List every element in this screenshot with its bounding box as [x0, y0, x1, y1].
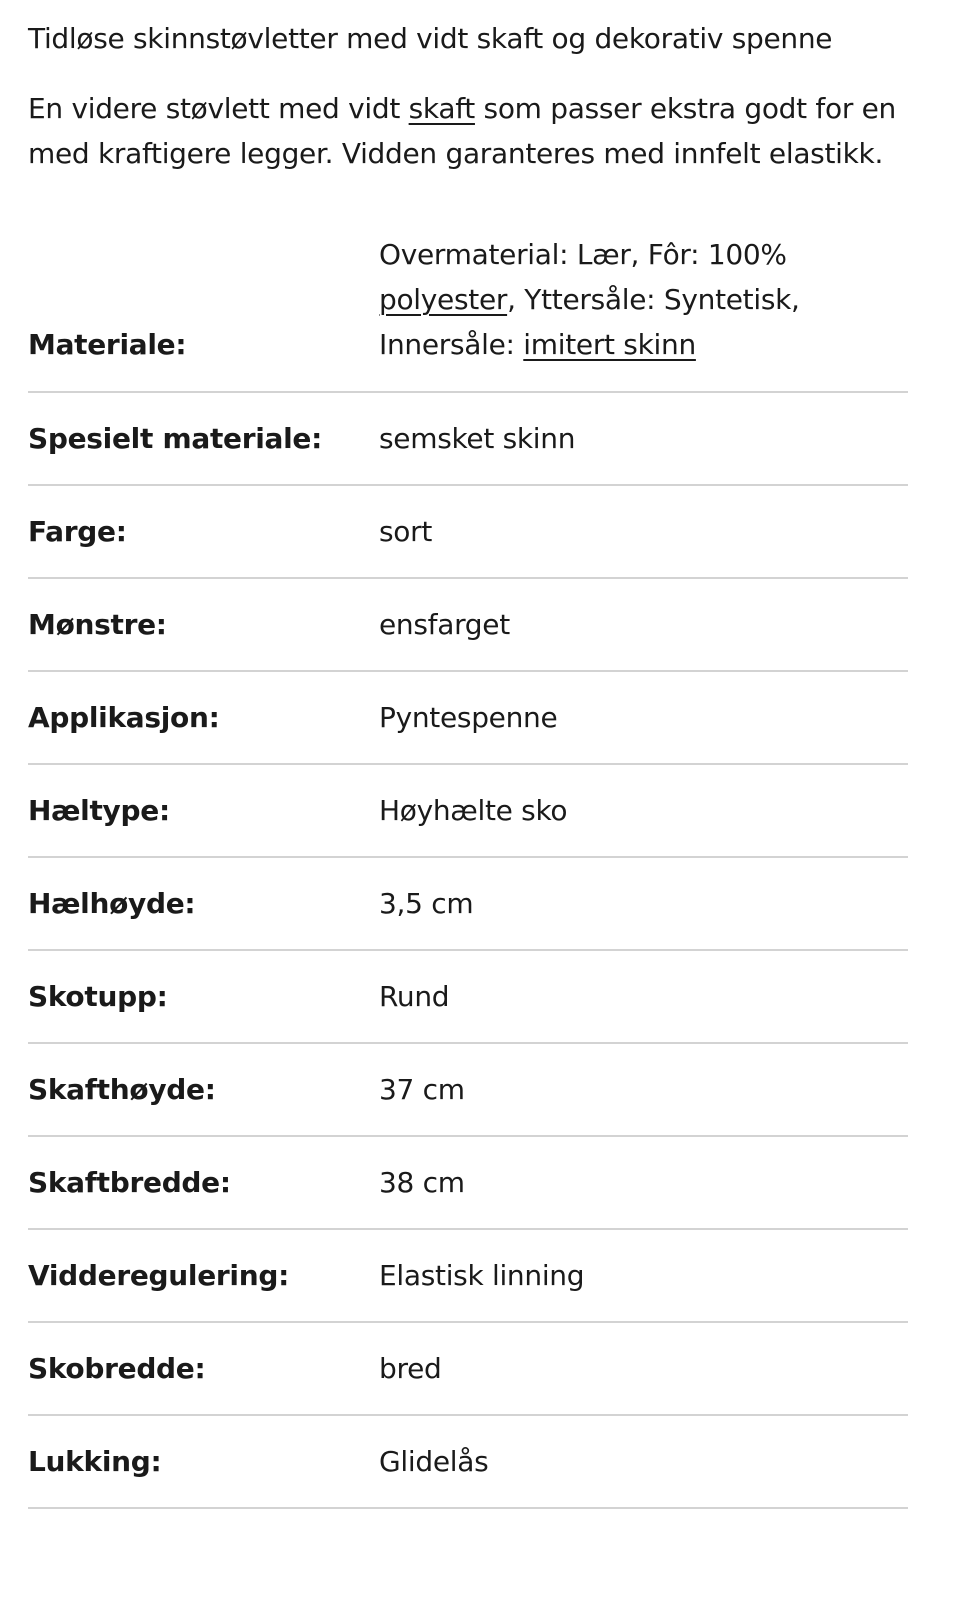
imitert-skinn-link[interactable]: imitert skinn: [523, 328, 696, 361]
spec-label: Materiale:: [28, 328, 187, 361]
spec-value: sort: [379, 515, 433, 548]
specs-table: [28, 232, 908, 1509]
spec-label: Lukking:: [28, 1445, 162, 1478]
spec-label: Applikasjon:: [28, 701, 220, 734]
spec-row: [28, 764, 908, 857]
spec-label: Hælhøyde:: [28, 887, 196, 920]
spec-value: 37 cm: [379, 1073, 465, 1106]
product-description: [28, 86, 907, 176]
spec-value: Elastisk linning: [379, 1259, 585, 1292]
spec-row: [28, 392, 908, 485]
spec-value: Glidelås: [379, 1445, 489, 1478]
spec-label: Skafthøyde:: [28, 1073, 216, 1106]
spec-row: [28, 1043, 908, 1136]
spec-value: [379, 232, 908, 392]
spec-row: [28, 857, 908, 950]
spec-row-material: [28, 232, 908, 392]
spec-label: Hæltype:: [28, 794, 170, 827]
spec-value: Høyhælte sko: [379, 794, 568, 827]
spec-value: Rund: [379, 980, 450, 1013]
spec-label: Skotupp:: [28, 980, 168, 1013]
spec-row: [28, 1322, 908, 1415]
spec-row: [28, 485, 908, 578]
spec-label: Spesielt materiale:: [28, 422, 323, 455]
spec-value: Pyntespenne: [379, 701, 558, 734]
spec-label: Vidderegulering:: [28, 1259, 289, 1292]
spec-value: bred: [379, 1352, 442, 1385]
spec-row: [28, 1229, 908, 1322]
spec-row: [28, 578, 908, 671]
spec-row: [28, 671, 908, 764]
spec-value: ensfarget: [379, 608, 510, 641]
spec-row: [28, 1415, 908, 1508]
spec-value: 3,5 cm: [379, 887, 474, 920]
skaft-link[interactable]: skaft: [408, 92, 475, 125]
description-text: En videre støvlett med vidt: [28, 92, 409, 125]
material-text-cont: , Yttersåle: Syntetisk, Innersåle:: [379, 283, 800, 361]
polyester-link[interactable]: polyester: [379, 283, 508, 316]
product-title: Tidløse skinnstøvletter med vidt skaft og dekorativ spenne: [28, 22, 833, 55]
spec-row: [28, 950, 908, 1043]
spec-label: Skobredde:: [28, 1352, 206, 1385]
description-text-cont: som passer ekstra godt for en med kraftigere legger. Vidden garanteres med innfelt elastikk.: [28, 92, 897, 170]
material-text: Overmaterial: Lær, Fôr: 100%: [379, 238, 787, 271]
spec-value: 38 cm: [379, 1166, 465, 1199]
spec-value: semsket skinn: [379, 422, 576, 455]
spec-label: Skaftbredde:: [28, 1166, 231, 1199]
spec-row: [28, 1136, 908, 1229]
spec-label: Farge:: [28, 515, 127, 548]
spec-label: Mønstre:: [28, 608, 167, 641]
